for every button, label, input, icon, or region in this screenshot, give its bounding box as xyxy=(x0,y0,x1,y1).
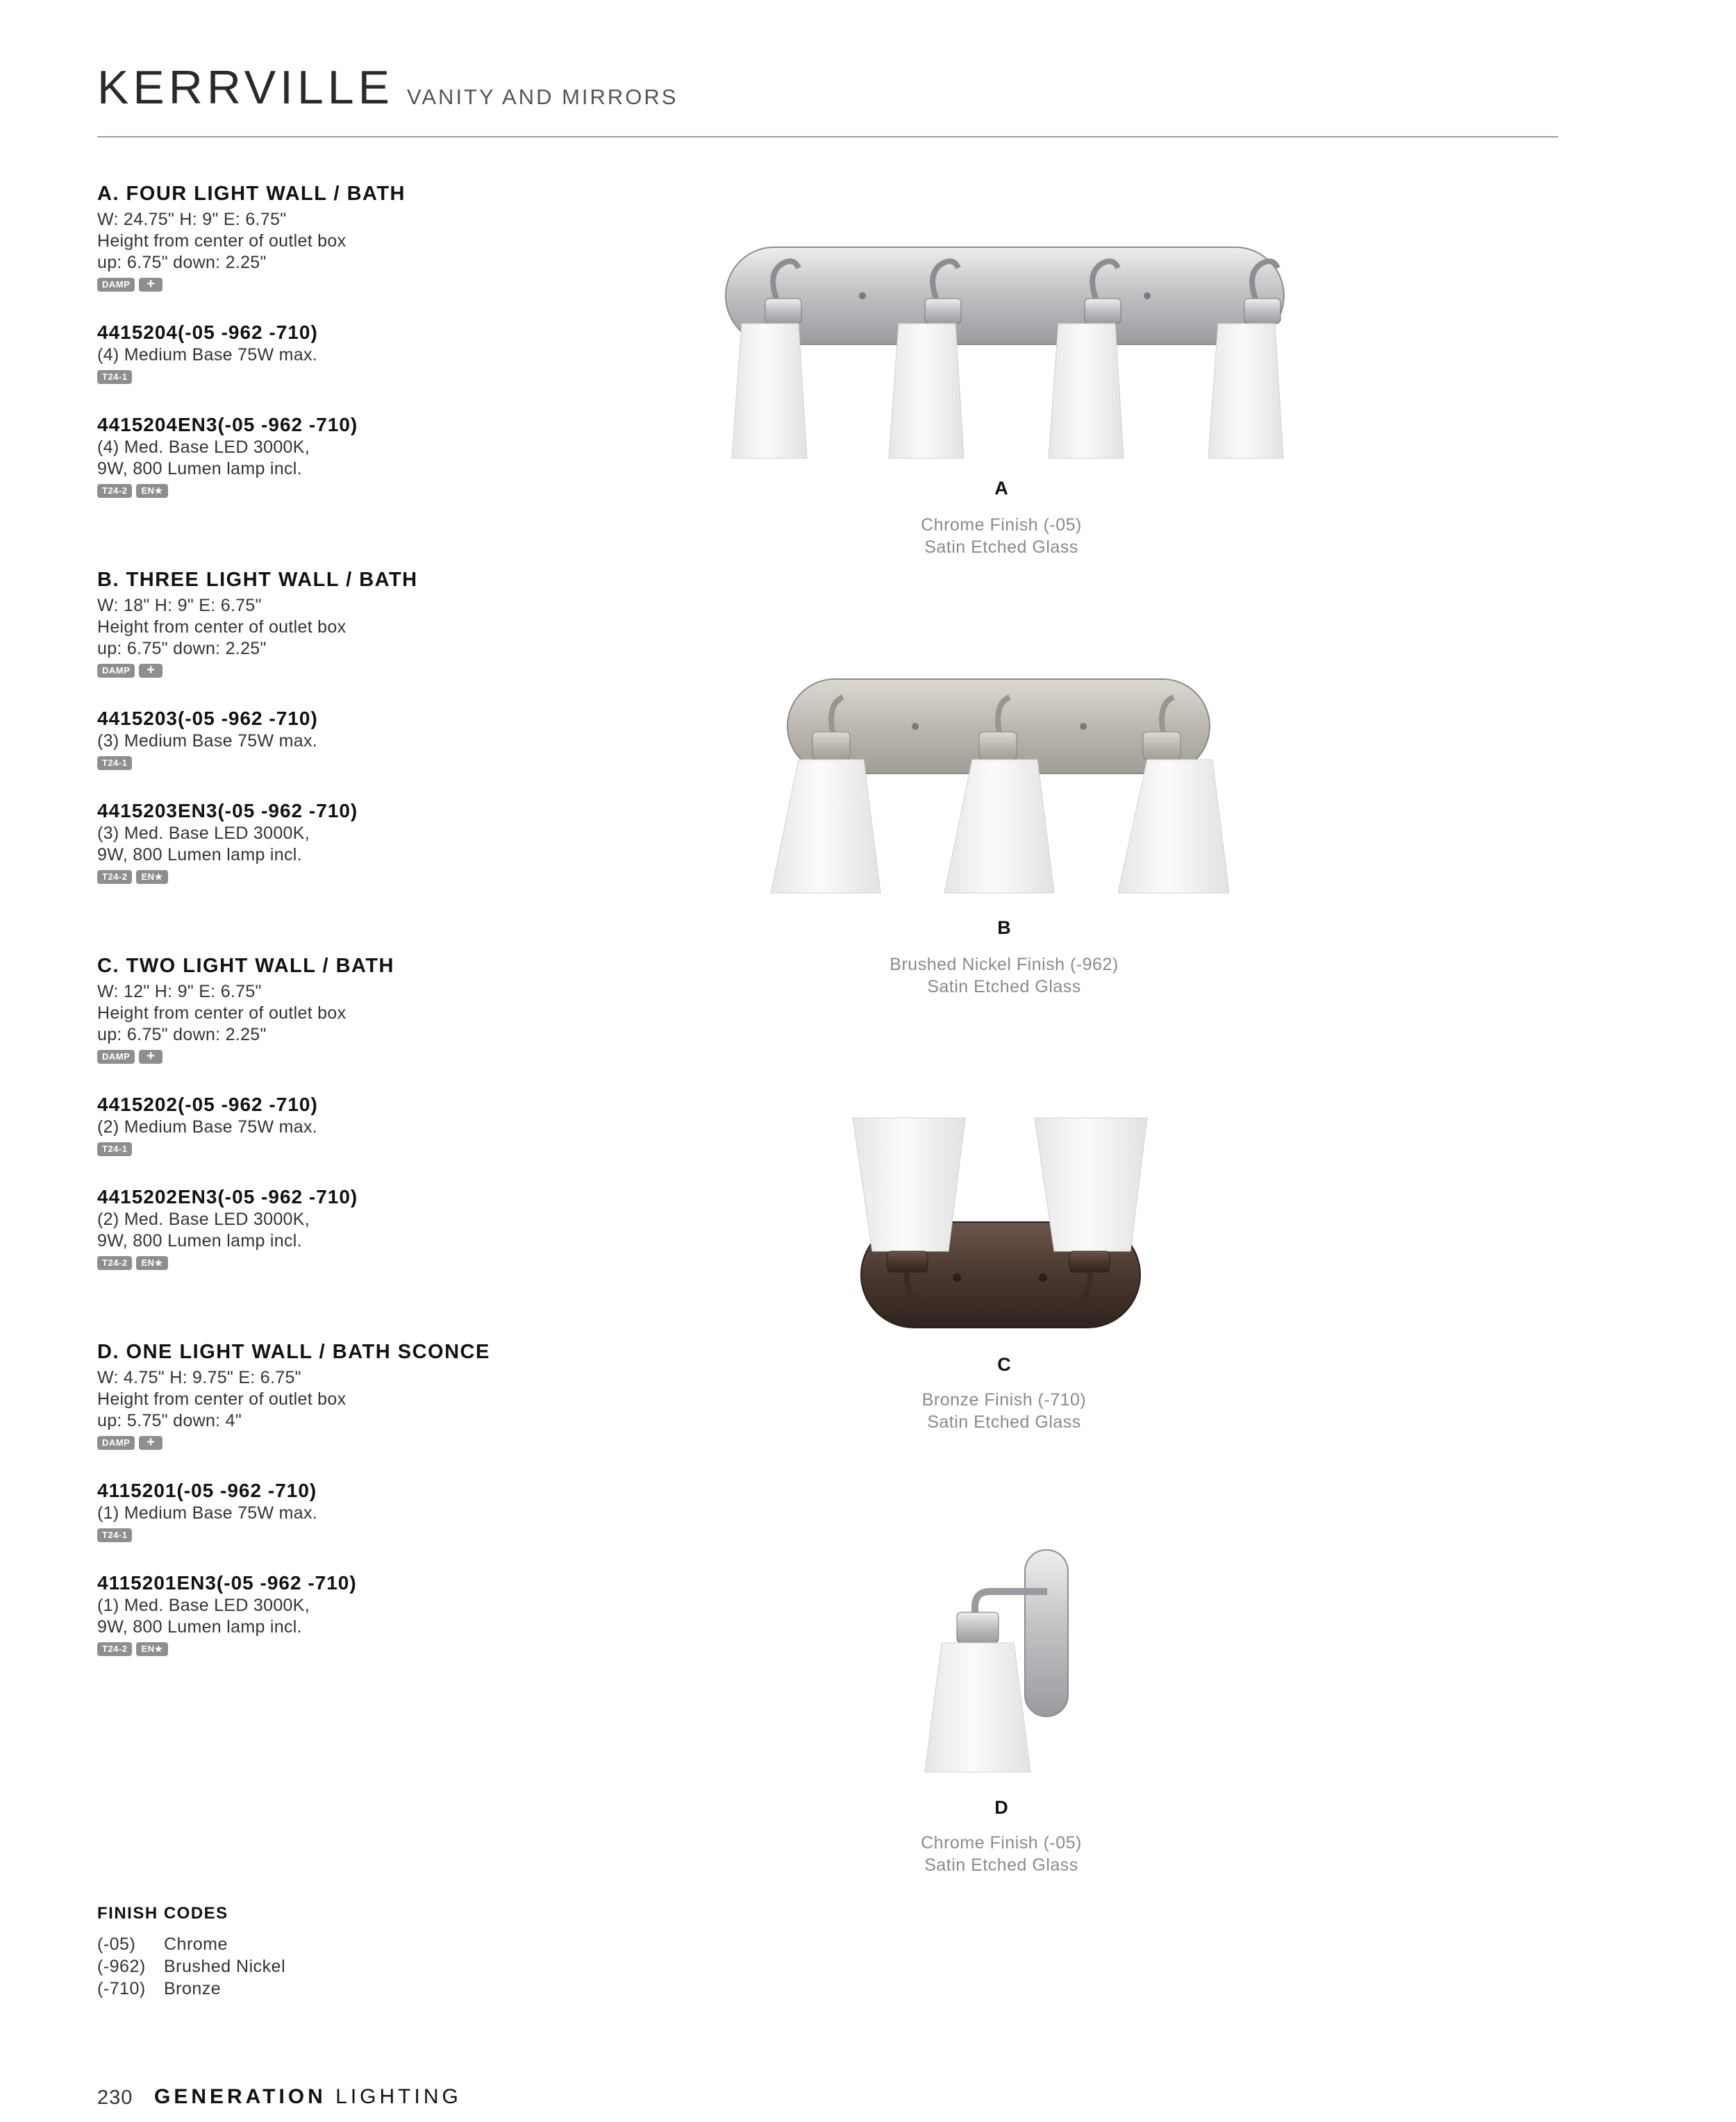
model-number-led: 4415204EN3(-05 -962 -710) xyxy=(97,413,358,435)
finish-name: Chrome xyxy=(164,1935,228,1954)
damp-badge: DAMP xyxy=(97,1050,135,1064)
finish-label: Chrome Finish (-05) xyxy=(921,515,1082,535)
dimensions: W: 24.75" H: 9" E: 6.75" xyxy=(97,209,287,229)
series-title: KERRVILLE xyxy=(97,61,394,114)
outlet-height-label: Height from center of outlet box xyxy=(97,1389,347,1409)
finish-name: Bronze xyxy=(164,1979,222,1998)
product-letter-b: B xyxy=(997,917,1011,938)
finish-label: Bronze Finish (-710) xyxy=(921,1390,1087,1410)
dimensions: W: 12" H: 9" E: 6.75" xyxy=(97,981,262,1001)
model-number-led: 4415202EN3(-05 -962 -710) xyxy=(97,1185,358,1208)
t24-badge: T24-1 xyxy=(97,1142,132,1156)
finish-code: (-05) xyxy=(97,1935,136,1954)
damp-badge: DAMP xyxy=(97,1436,135,1450)
t24-badge: T24-1 xyxy=(97,756,132,770)
outlet-height-values: up: 6.75" down: 2.25" xyxy=(97,638,267,658)
model-number: 4115201(-05 -962 -710) xyxy=(97,1479,317,1501)
model-number-led: 4115201EN3(-05 -962 -710) xyxy=(97,1571,357,1594)
outlet-height-label: Height from center of outlet box xyxy=(97,231,347,251)
energy-star-badge: EN★ xyxy=(136,1642,167,1656)
finish-name: Brushed Nickel xyxy=(164,1957,286,1976)
caption-d xyxy=(793,1832,1210,1876)
model-led-description: (4) Med. Base LED 3000K, xyxy=(97,437,310,457)
product-image-b xyxy=(771,679,1229,893)
finish-code: (-710) xyxy=(97,1979,146,1998)
brand-light: LIGHTING xyxy=(335,2085,462,2108)
product-image-c xyxy=(853,1118,1147,1328)
model-led-lamp: 9W, 800 Lumen lamp incl. xyxy=(97,458,302,478)
finish-label: Chrome Finish (-05) xyxy=(921,1833,1082,1853)
model-led-description: (3) Med. Base LED 3000K, xyxy=(97,823,310,843)
model-led-lamp: 9W, 800 Lumen lamp incl. xyxy=(97,844,302,864)
outlet-height-values: up: 5.75" down: 4" xyxy=(97,1410,242,1430)
plus-badge: + xyxy=(139,664,162,678)
outlet-height-label: Height from center of outlet box xyxy=(97,1003,347,1023)
product-letter-c: C xyxy=(997,1354,1011,1375)
caption-a xyxy=(793,514,1210,558)
finish-code-row xyxy=(97,1935,228,1955)
outlet-height-values: up: 6.75" down: 2.25" xyxy=(97,252,267,272)
finish-label: Brushed Nickel Finish (-962) xyxy=(890,955,1119,974)
model-led-lamp: 9W, 800 Lumen lamp incl. xyxy=(97,1230,302,1251)
product-title: A. FOUR LIGHT WALL / BATH xyxy=(97,183,406,205)
finish-code: (-962) xyxy=(97,1957,146,1976)
plus-badge: + xyxy=(139,1050,162,1064)
product-title: C. TWO LIGHT WALL / BATH xyxy=(97,955,394,977)
glass-label: Satin Etched Glass xyxy=(924,1855,1078,1875)
finish-code-row xyxy=(97,1979,221,1999)
damp-badge: DAMP xyxy=(97,278,135,292)
model-description: (3) Medium Base 75W max. xyxy=(97,730,318,751)
model-number: 4415202(-05 -962 -710) xyxy=(97,1093,318,1115)
outlet-height-label: Height from center of outlet box xyxy=(97,617,347,637)
t24-badge: T24-1 xyxy=(97,370,132,384)
model-description: (4) Medium Base 75W max. xyxy=(97,344,318,365)
model-number: 4415203(-05 -962 -710) xyxy=(97,707,318,729)
glass-label: Satin Etched Glass xyxy=(927,977,1081,996)
product-image-d xyxy=(925,1550,1068,1772)
dimensions: W: 4.75" H: 9.75" E: 6.75" xyxy=(97,1367,301,1387)
dimensions: W: 18" H: 9" E: 6.75" xyxy=(97,595,262,615)
page-number: 230 xyxy=(97,2087,133,2109)
t24-badge: T24-1 xyxy=(97,1528,132,1542)
section-title: VANITY AND MIRRORS xyxy=(407,85,678,109)
model-led-description: (1) Med. Base LED 3000K, xyxy=(97,1595,310,1615)
brand-wordmark xyxy=(154,2085,462,2109)
model-description: (2) Medium Base 75W max. xyxy=(97,1117,318,1137)
brand-bold: GENERATION xyxy=(154,2085,326,2108)
plus-badge: + xyxy=(139,278,162,292)
glass-label: Satin Etched Glass xyxy=(924,537,1078,557)
product-title: B. THREE LIGHT WALL / BATH xyxy=(97,569,418,591)
t24-badge: T24-2 xyxy=(97,484,132,498)
product-image-a xyxy=(726,247,1284,458)
model-number: 4415204(-05 -962 -710) xyxy=(97,321,318,343)
t24-badge: T24-2 xyxy=(97,870,132,884)
finish-code-row xyxy=(97,1957,285,1977)
model-led-description: (2) Med. Base LED 3000K, xyxy=(97,1209,310,1229)
plus-badge: + xyxy=(139,1436,162,1450)
caption-b xyxy=(796,953,1212,998)
model-led-lamp: 9W, 800 Lumen lamp incl. xyxy=(97,1616,302,1637)
energy-star-badge: EN★ xyxy=(136,484,167,498)
energy-star-badge: EN★ xyxy=(136,870,167,884)
energy-star-badge: EN★ xyxy=(136,1256,167,1270)
caption-c xyxy=(796,1389,1212,1433)
glass-label: Satin Etched Glass xyxy=(927,1412,1081,1432)
finish-codes-title: FINISH CODES xyxy=(97,1904,228,1923)
t24-badge: T24-2 xyxy=(97,1642,132,1656)
product-title: D. ONE LIGHT WALL / BATH SCONCE xyxy=(97,1341,490,1363)
product-letter-d: D xyxy=(994,1797,1008,1818)
damp-badge: DAMP xyxy=(97,664,135,678)
model-description: (1) Medium Base 75W max. xyxy=(97,1503,318,1523)
t24-badge: T24-2 xyxy=(97,1256,132,1270)
product-letter-a: A xyxy=(994,478,1008,499)
outlet-height-values: up: 6.75" down: 2.25" xyxy=(97,1024,267,1044)
model-number-led: 4415203EN3(-05 -962 -710) xyxy=(97,799,358,821)
